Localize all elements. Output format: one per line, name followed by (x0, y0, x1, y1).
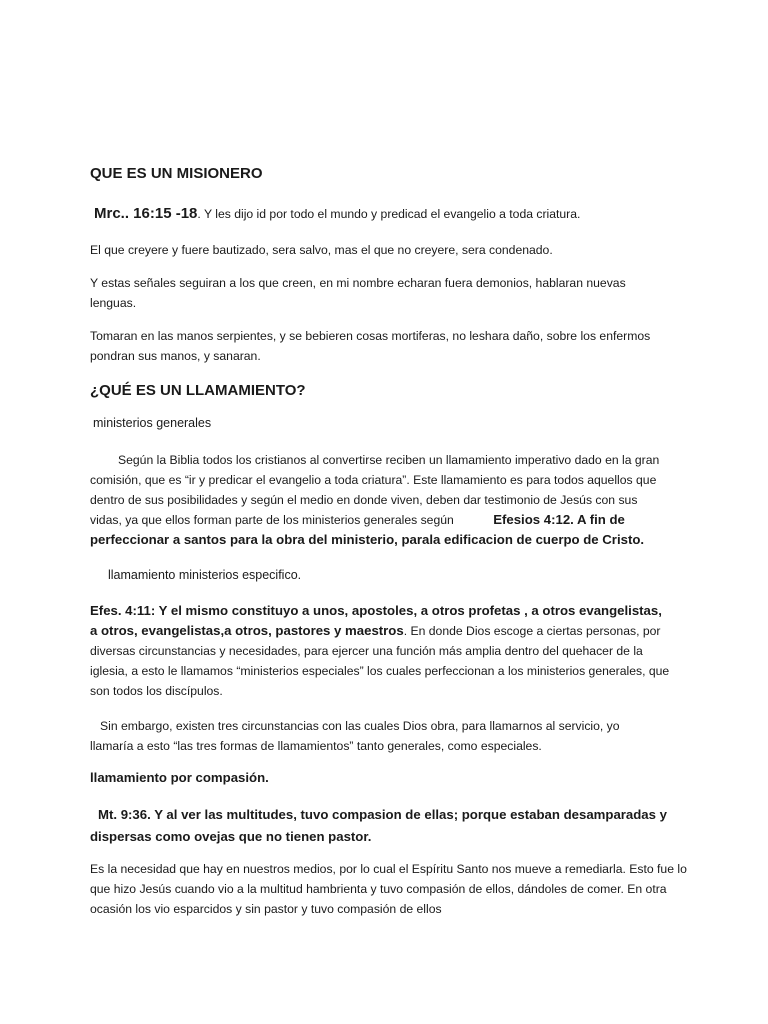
verse-2: El que creyere y fuere bautizado, sera salvo, mas el que no creyere, sera condenado. (90, 243, 553, 257)
verse-1 (94, 204, 694, 224)
verse-4: Tomaran en las manos serpientes, y se bebieren cosas mortiferas, no leshara daño, sobre los enfermos pondran sus manos, y sanaran. (90, 329, 651, 363)
efesios-4-11-ref: Efes. 4:11: Y el mismo constituyo a unos, apostoles, a otros profetas , a otros evangelistas, a otros, evangelistas,a otros, pastores y maestros (90, 603, 662, 638)
paragraph-ministerios-especiales-text: . En donde Dios escoge a ciertas personas, por diversas circunstancias y necesidades, para ejercer una función más amplia dentro del quehacer de la iglesia, a esto le llamamos “ministerios especiales” los cuales perfeccionan a los ministerios generales, que son todos los discípulos. (90, 624, 670, 698)
verse-3: Y estas señales seguiran a los que creen, en mi nombre echaran fuera demonios, hablaran nuevas lenguas. (90, 276, 626, 310)
paragraph-ministerios-generales (90, 450, 670, 550)
paragraph-ministerios-generales-text: Según la Biblia todos los cristianos al convertirse reciben un llamamiento imperativo dado en la gran comisión, que es “ir y predicar el evangelio a toda criatura”. Este llamamiento es para todos aquellos que dentro de sus posibilidades y según el medio en donde viven, deben dar testimonio de Jesús con sus vidas, ya que ellos forman parte de los ministerios generales según (90, 453, 660, 527)
verse-1-text: . Y les dijo id por todo el mundo y predicad el evangelio a toda criatura. (197, 207, 581, 221)
section-heading-llamamiento: ¿QUÉ ES UN LLAMAMIENTO? (90, 382, 306, 399)
subheading-ministerios-especifico: llamamiento ministerios especifico. (108, 568, 302, 582)
paragraph-compasion: Es la necesidad que hay en nuestros medios, por lo cual el Espíritu Santo nos mueve a remediarla. Esto fue lo que hizo Jesús cuando vio a la multitud hambrienta y tuvo compasión de ellos, dándoles de comer. En otra ocasión los vio esparcidos y sin pastor y tuvo compasión de ellos (90, 862, 687, 916)
mateo-9-36-ref: Mt. 9:36. Y al ver las multitudes, tuvo compasion de ellas; porque estaban desamparadas y dispersas como ovejas que no tienen pastor. (90, 807, 667, 844)
subheading-compasion: llamamiento por compasión. (90, 770, 269, 785)
paragraph-tres-formas: Sin embargo, existen tres circunstancias con las cuales Dios obra, para llamarnos al servicio, yo llamaría a esto “las tres formas de llamamientos” tanto generales, como especiales. (90, 719, 620, 753)
efesios-4-12-ref: Efesios 4:12. A fin de perfeccionar a santos para la obra del ministerio, parala edificacion de cuerpo de Cristo. (90, 512, 645, 547)
page-title: QUE ES UN MISIONERO (90, 165, 263, 182)
verse-1-ref: Mrc.. 16:15 -18 (94, 205, 198, 222)
paragraph-ministerios-especiales (90, 601, 670, 701)
subheading-ministerios-generales: ministerios generales (93, 416, 212, 430)
